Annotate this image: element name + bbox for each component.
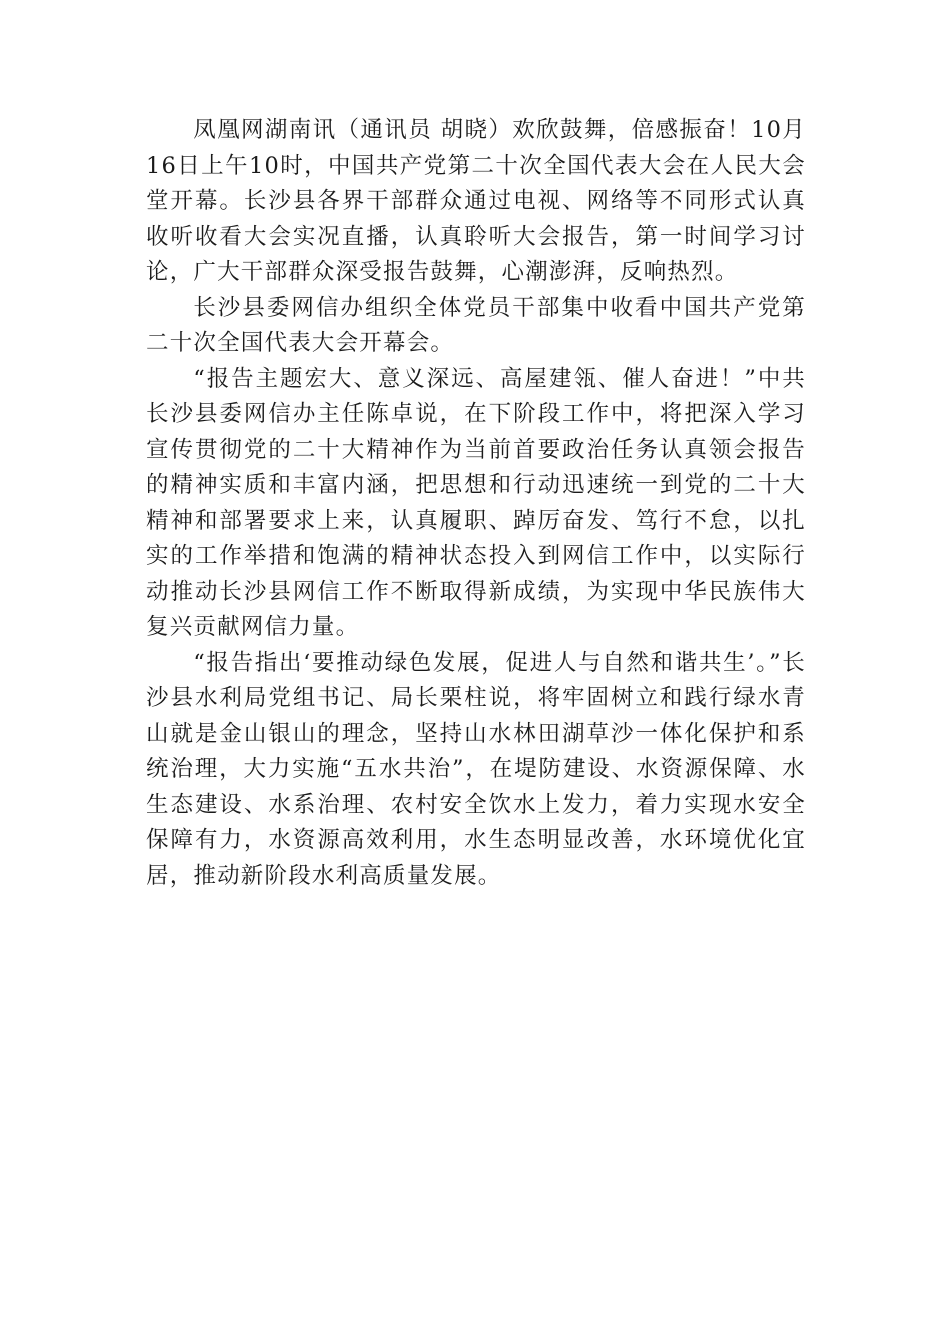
paragraph-li-zhu-quote: “报告指出‘要推动绿色发展，促进人与自然和谐共生’。”长沙县水利局党组书记、局长栗柱说，将牢固树立和践行绿水青山就是金山银山的理念，坚持山水林田湖草沙一体化保护和系统治理，大力实施“五水共治”，在堤防建设、水资源保障、水生态建设、水系治理、农村安全饮水上发力，着力实现水安全保障有力，水资源高效利用，水生态明显改善，水环境优化宜居，推动新阶段水利高质量发展。 xyxy=(146,649,806,889)
paragraph-cyberspace-office: 长沙县委网信办组织全体党员干部集中收看中国共产党第二十次全国代表大会开幕会。 xyxy=(146,294,806,356)
paragraph-intro: 凤凰网湖南讯（通讯员 胡晓）欢欣鼓舞，倍感振奋！10月16日上午10时，中国共产党第二十次全国代表大会在人民大会堂开幕。长沙县各界干部群众通过电视、网络等不同形式认真收听收看大会实况直播，认真聆听大会报告，第一时间学习讨论，广大干部群众深受报告鼓舞，心潮澎湃，反响热烈。 xyxy=(146,117,806,285)
paragraph-chen-zhuo-quote: “报告主题宏大、意义深远、高屋建瓴、催人奋进！”中共长沙县委网信办主任陈卓说，在下阶段工作中，将把深入学习宣传贯彻党的二十大精神作为当前首要政治任务认真领会报告的精神实质和丰富内涵，把思想和行动迅速统一到党的二十大精神和部署要求上来，认真履职、踔厉奋发、笃行不怠，以扎实的工作举措和饱满的精神状态投入到网信工作中，以实际行动推动长沙县网信工作不断取得新成绩，为实现中华民族伟大复兴贡献网信力量。 xyxy=(146,365,806,640)
article-body xyxy=(146,113,806,894)
